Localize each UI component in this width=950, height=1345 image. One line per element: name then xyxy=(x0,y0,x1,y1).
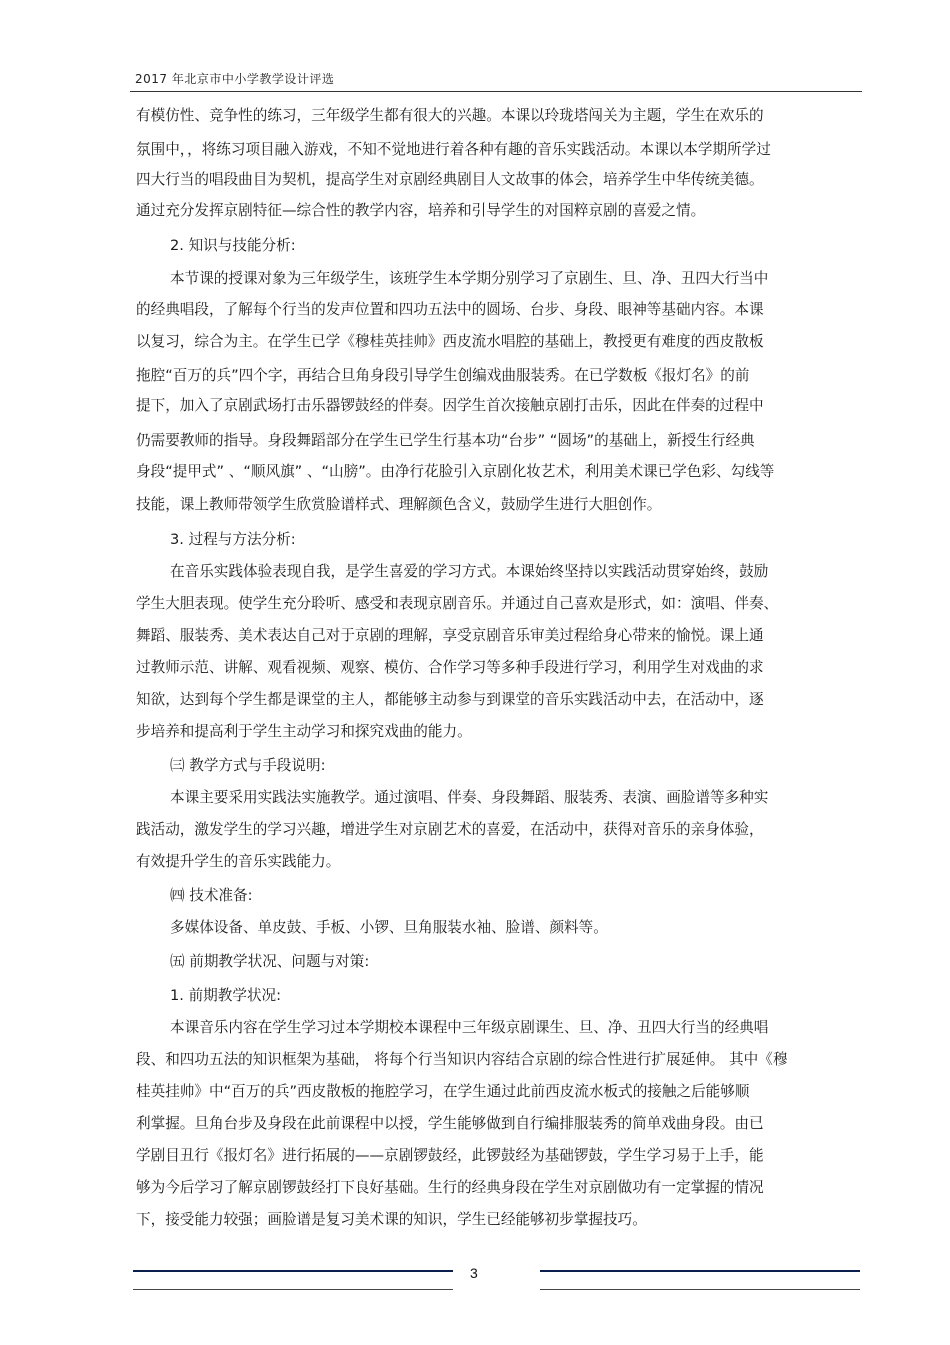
text-line: 拖腔“百万的兵”四个字，再结合旦角身段引导学生创编戏曲服装秀。在已学数板《报灯名》的前 xyxy=(136,367,750,384)
text-line: 2. 知识与技能分析: xyxy=(170,237,296,254)
text-line: 提下，加入了京剧武场打击乐器锣鼓经的伴奏。因学生首次接触京剧打击乐，因此在伴奏的过程中 xyxy=(136,397,764,414)
text-line: 以复习，综合为主。在学生已学《穆桂英挂帅》西皮流水唱腔的基础上，教授更有难度的西皮散板 xyxy=(136,333,764,350)
footer-rule-left-bottom xyxy=(133,1289,453,1290)
running-header: 2017 年北京市中小学教学设计评选 xyxy=(135,72,335,86)
text-line: 在音乐实践体验表现自我，是学生喜爱的学习方式。本课始终坚持以实践活动贯穿始终，鼓励 xyxy=(170,563,769,580)
text-line: ㈢ 教学方式与手段说明: xyxy=(170,757,326,774)
text-line: 舞蹈、服装秀、美术表达自己对于京剧的理解，享受京剧音乐审美过程给身心带来的愉悦。课上通 xyxy=(136,627,764,644)
footer-rule-right-bottom xyxy=(540,1289,860,1290)
text-line: 本课主要采用实践法实施教学。通过演唱、伴奏、身段舞蹈、服装秀、表演、画脸谱等多种实 xyxy=(170,789,769,806)
text-line: 的经典唱段，了解每个行当的发声位置和四功五法中的圆场、台步、身段、眼神等基础内容。本课 xyxy=(136,301,764,318)
text-line: ㈤ 前期教学状况、问题与对策: xyxy=(170,953,370,970)
text-line: 步培养和提高利于学生主动学习和探究戏曲的能力。 xyxy=(136,723,472,740)
footer-rule-right-top xyxy=(540,1270,860,1272)
text-line: 本节课的授课对象为三年级学生，该班学生本学期分别学习了京剧生、旦、净、丑四大行当中 xyxy=(170,270,769,287)
text-line: 氛围中，，将练习项目融入游戏，不知不觉地进行着各种有趣的音乐实践活动。本课以本学期所学过 xyxy=(136,141,771,158)
text-line: 学生大胆表现。使学生充分聆听、感受和表现京剧音乐。并通过自己喜欢是形式，如：演唱、伴奏、 xyxy=(136,595,779,612)
text-line: 有模仿性、竞争性的练习，三年级学生都有很大的兴趣。本课以玲珑塔闯关为主题，学生在欢乐的 xyxy=(136,107,764,124)
text-line: ㈣ 技术准备: xyxy=(170,887,253,904)
text-line: 够为今后学习了解京剧锣鼓经打下良好基础。生行的经典身段在学生对京剧做功有一定掌握的情况 xyxy=(136,1179,764,1196)
text-line: 下，接受能力较强；画脸谱是复习美术课的知识，学生已经能够初步掌握技巧。 xyxy=(136,1211,647,1228)
text-line: 身段“提甲式” 、“顺风旗” 、“山膀”。由净行花脸引入京剧化妆艺术，利用美术课已学色彩、勾线等 xyxy=(136,463,775,480)
text-line: 利掌握。旦角台步及身段在此前课程中以授，学生能够做到自行编排服装秀的简单戏曲身段。由已 xyxy=(136,1115,764,1132)
text-line: 有效提升学生的音乐实践能力。 xyxy=(136,853,341,870)
text-line: 过教师示范、讲解、观看视频、观察、模仿、合作学习等多种手段进行学习，利用学生对戏曲的求 xyxy=(136,659,764,676)
text-line: 践活动，激发学生的学习兴趣，增进学生对京剧艺术的喜爱，在活动中，获得对音乐的亲身体验， xyxy=(136,821,764,838)
text-line: 1. 前期教学状况: xyxy=(170,987,282,1004)
text-line: 技能，课上教师带领学生欣赏脸谱样式、理解颜色含义，鼓励学生进行大胆创作。 xyxy=(136,496,662,513)
header-divider xyxy=(130,91,862,92)
footer-rule-left-top xyxy=(133,1270,453,1272)
text-line: 四大行当的唱段曲目为契机，提高学生对京剧经典剧目人文故事的体会，培养学生中华传统美德。 xyxy=(136,171,764,188)
text-line: 桂英挂帅》中“百万的兵”西皮散板的拖腔学习，在学生通过此前西皮流水板式的接触之后能够顺 xyxy=(136,1083,750,1100)
text-line: 仍需要教师的指导。身段舞蹈部分在学生已学生行基本功“台步” “圆场”的基础上，新授生行经典 xyxy=(136,432,755,449)
text-line: 3. 过程与方法分析: xyxy=(170,531,296,548)
text-line: 知欲，达到每个学生都是课堂的主人，都能够主动参与到课堂的音乐实践活动中去，在活动中，逐 xyxy=(136,691,764,708)
page-number: 3 xyxy=(470,1265,478,1281)
text-line: 段、和四功五法的知识框架为基础， 将每个行当知识内容结合京剧的综合性进行扩展延伸。 其中《穆 xyxy=(136,1051,788,1068)
text-line: 学剧目丑行《报灯名》进行拓展的——京剧锣鼓经，此锣鼓经为基础锣鼓，学生学习易于上手，能 xyxy=(136,1147,764,1164)
text-line: 本课音乐内容在学生学习过本学期校本课程中三年级京剧课生、旦、净、丑四大行当的经典唱 xyxy=(170,1019,769,1036)
text-line: 通过充分发挥京剧特征—综合性的教学内容，培养和引导学生的对国粹京剧的喜爱之情。 xyxy=(136,202,706,219)
text-line: 多媒体设备、单皮鼓、手板、小锣、旦角服装水袖、脸谱、颜料等。 xyxy=(170,919,608,936)
